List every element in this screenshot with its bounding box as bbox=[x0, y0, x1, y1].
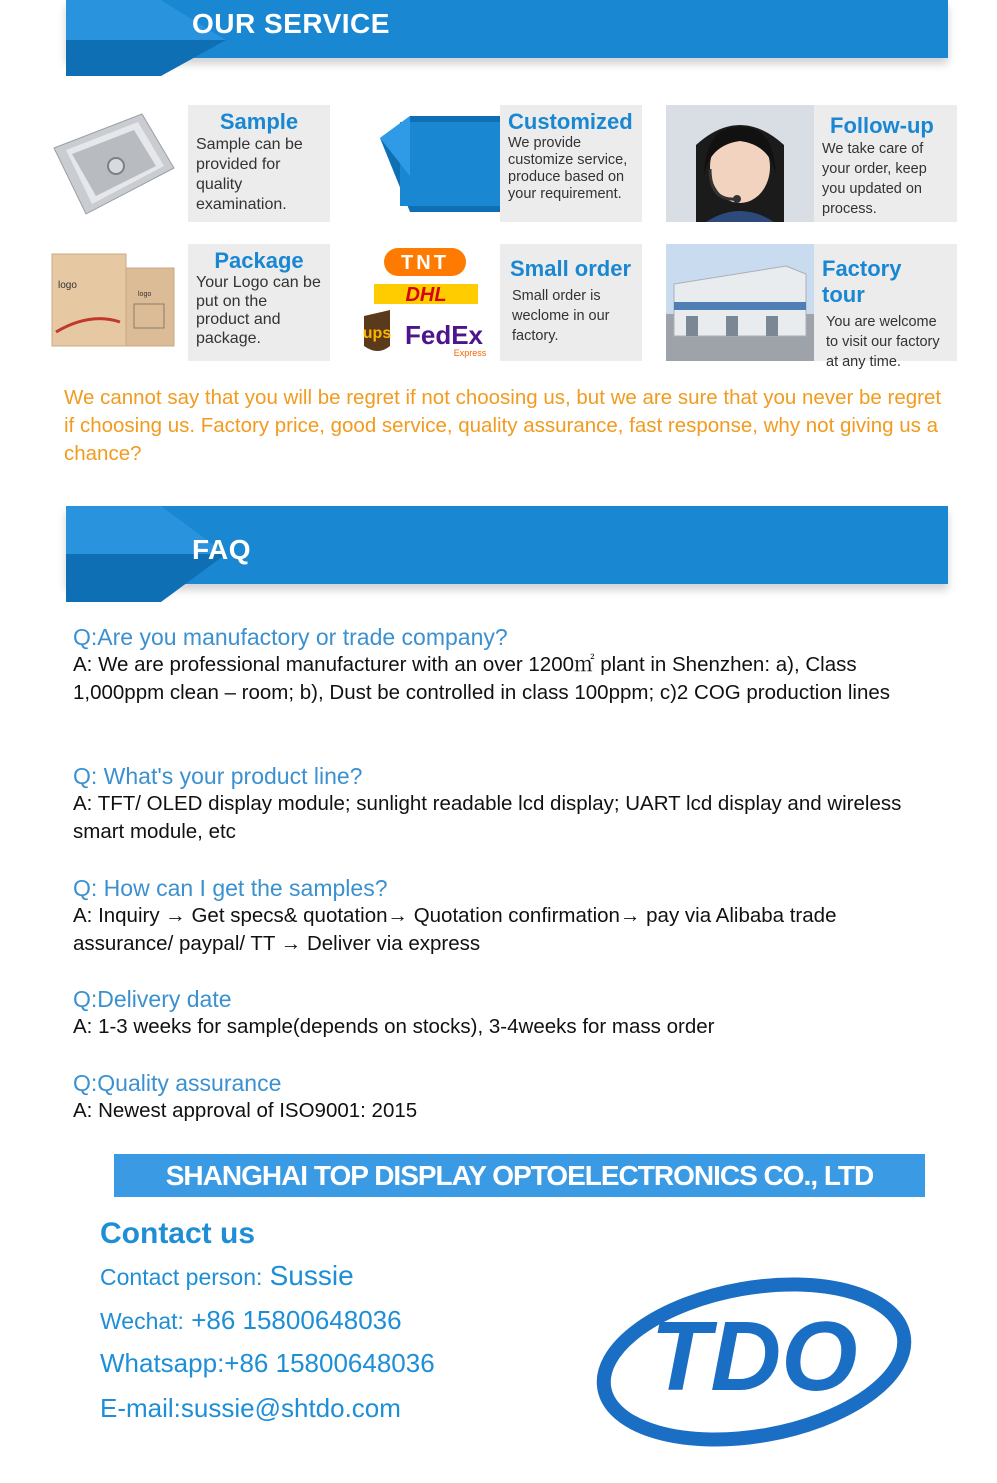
service-text-small-order: Small order is weclome in our factory. bbox=[512, 288, 610, 344]
faq-question: Q: How can I get the samples? bbox=[73, 875, 388, 901]
service-banner bbox=[66, 0, 948, 68]
contact-person-label: Contact person: bbox=[100, 1264, 263, 1290]
service-title-package: Package bbox=[214, 248, 304, 273]
company-name-bar: SHANGHAI TOP DISPLAY OPTOELECTRONICS CO., LTD bbox=[114, 1154, 925, 1197]
whatsapp-row[interactable]: Whatsapp:+86 15800648036 bbox=[100, 1348, 435, 1378]
tdo-logo-text: TDO bbox=[650, 1301, 858, 1411]
express-logo-text: Express bbox=[453, 348, 487, 358]
faq-answer: A: Newest approval of ISO9001: 2015 bbox=[73, 1099, 418, 1122]
headset-agent-icon bbox=[666, 105, 814, 222]
contact-title: Contact us bbox=[100, 1217, 256, 1250]
factory-building-icon bbox=[666, 244, 814, 361]
faq-banner bbox=[66, 506, 948, 574]
service-text-followup: We take care of your order, keep you updated on process. bbox=[822, 141, 927, 217]
contact-person-row bbox=[100, 1260, 354, 1292]
service-title-factory-tour: Factory tour bbox=[822, 256, 902, 307]
faq-item-1 bbox=[73, 623, 933, 707]
service-card-factory-tour bbox=[814, 244, 957, 370]
package-logo-label-side: logo bbox=[138, 291, 152, 298]
email-row[interactable]: E-mail:sussie@shtdo.com bbox=[100, 1393, 401, 1423]
service-card-package bbox=[188, 244, 330, 361]
courier-logos-icon bbox=[360, 246, 495, 360]
package-box-icon bbox=[50, 252, 178, 348]
contact-person-name: Sussie bbox=[269, 1260, 354, 1291]
service-text-factory-tour: You are welcome to visit our factory at any time. bbox=[826, 314, 940, 370]
faq-answer: A: 1-3 weeks for sample(depends on stocks), 3-4weeks for mass order bbox=[73, 1015, 715, 1038]
dhl-logo-text: DHL bbox=[405, 284, 447, 306]
fedex-logo-text: FedEx bbox=[404, 320, 484, 350]
faq-question: Q:Are you manufactory or trade company? bbox=[73, 624, 508, 650]
service-title-sample: Sample bbox=[219, 109, 299, 134]
slogan-text: We cannot say that you will be regret if not choosing us, but we are sure that you never be regret if choosing us. Factory price, good service, quality assurance, fast response, why not giving us a chance? bbox=[64, 386, 942, 465]
tdo-logo bbox=[592, 1270, 917, 1450]
folder-icon bbox=[380, 116, 500, 212]
service-title-customized: Customized bbox=[508, 109, 633, 134]
service-card-followup bbox=[814, 105, 957, 222]
sink-icon bbox=[42, 108, 177, 220]
service-title: OUR SERVICE bbox=[192, 8, 390, 39]
service-title-followup: Follow-up bbox=[830, 113, 934, 138]
faq-answer: A: Inquiry → Get specs& quotation→ Quotation confirmation→ pay via Alibaba trade assurance/ paypal/ TT → Deliver via express bbox=[73, 904, 837, 955]
service-card-sample bbox=[188, 105, 330, 222]
ups-logo-text: ups bbox=[362, 325, 392, 342]
service-text-package: Your Logo can be put on the product and package. bbox=[196, 274, 321, 347]
wechat-number[interactable]: +86 15800648036 bbox=[191, 1305, 402, 1335]
service-title-small-order: Small order bbox=[510, 256, 632, 281]
faq-question: Q:Quality assurance bbox=[73, 1070, 282, 1096]
service-text-customized: We provide customize service, produce based on your requirement. bbox=[508, 135, 628, 202]
service-card-customized bbox=[500, 105, 642, 222]
faq-item-3 bbox=[73, 874, 933, 958]
faq-question: Q: What's your product line? bbox=[73, 763, 363, 789]
faq-answer: A: We are professional manufacturer with an over 1200㎡ plant in Shenzhen: a), Class 1,000ppm clean – room; b), Dust be controlled in class 100ppm; c)2 COG production lines bbox=[73, 653, 890, 704]
faq-question: Q:Delivery date bbox=[73, 986, 232, 1012]
faq-item-4 bbox=[73, 985, 933, 1041]
wechat-row bbox=[100, 1305, 402, 1336]
service-text-sample: Sample can be provided for quality examination. bbox=[196, 136, 303, 213]
faq-item-2 bbox=[73, 762, 933, 846]
service-card-small-order bbox=[500, 244, 642, 361]
faq-title: FAQ bbox=[192, 534, 252, 565]
wechat-label: Wechat: bbox=[100, 1308, 184, 1334]
faq-answer: A: TFT/ OLED display module; sunlight readable lcd display; UART lcd display and wireless smart module, etc bbox=[73, 792, 902, 843]
faq-item-5 bbox=[73, 1069, 933, 1125]
package-logo-label: logo bbox=[58, 280, 77, 291]
tnt-logo-text: TNT bbox=[401, 252, 449, 274]
